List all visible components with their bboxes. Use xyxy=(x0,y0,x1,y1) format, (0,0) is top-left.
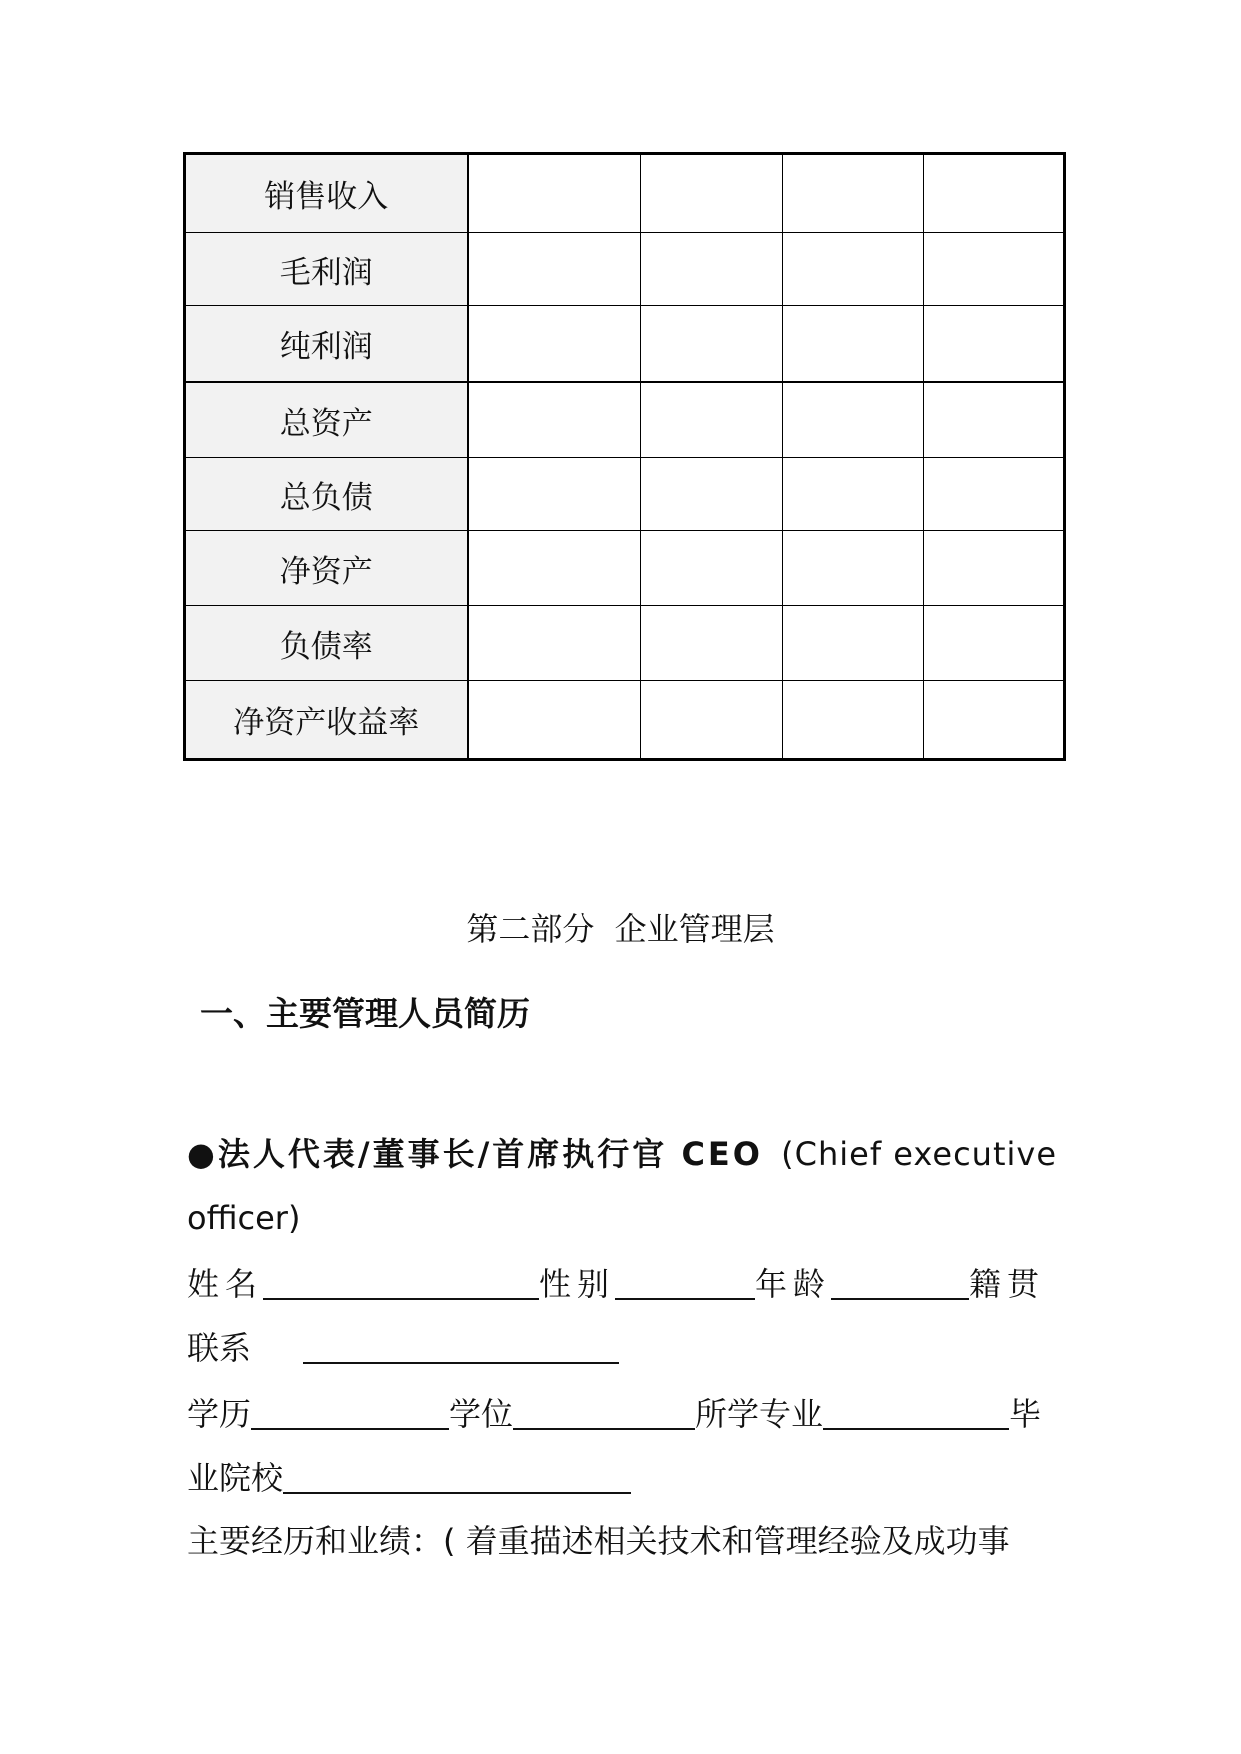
table-cell[interactable] xyxy=(641,233,783,306)
contact-line xyxy=(187,1329,619,1367)
table-cell[interactable] xyxy=(924,606,1065,681)
table-cell[interactable] xyxy=(468,306,641,383)
table-cell[interactable] xyxy=(641,154,783,233)
basic-info-line xyxy=(187,1265,1046,1303)
degree-label: 学位 xyxy=(449,1395,514,1433)
degree-field[interactable] xyxy=(513,1396,695,1430)
row-label: 总负债 xyxy=(185,458,468,531)
table-cell[interactable] xyxy=(924,531,1065,606)
origin-label: 籍贯 xyxy=(969,1265,1046,1303)
gender-field[interactable] xyxy=(615,1266,755,1300)
table-cell[interactable] xyxy=(641,681,783,760)
education-field[interactable] xyxy=(251,1396,449,1430)
table-cell[interactable] xyxy=(783,154,924,233)
table-row xyxy=(185,606,1065,681)
table-cell[interactable] xyxy=(468,531,641,606)
contact-label: 联系 xyxy=(187,1329,252,1367)
resume-heading: 一、主要管理人员简历 xyxy=(200,994,530,1033)
table-cell[interactable] xyxy=(924,306,1065,383)
table-cell[interactable] xyxy=(468,233,641,306)
ceo-title-continuation: officer) xyxy=(187,1199,301,1237)
table-cell[interactable] xyxy=(783,458,924,531)
table-cell[interactable] xyxy=(468,458,641,531)
table-cell[interactable] xyxy=(641,306,783,383)
table-cell[interactable] xyxy=(641,531,783,606)
row-label: 负债率 xyxy=(185,606,468,681)
age-label: 年龄 xyxy=(755,1265,832,1303)
row-label: 净资产 xyxy=(185,531,468,606)
education-line xyxy=(187,1395,1042,1433)
table-row xyxy=(185,458,1065,531)
ceo-title-bold: 法人代表/董事长/首席执行官 CEO xyxy=(217,1135,763,1173)
name-field[interactable] xyxy=(263,1266,539,1300)
major-field[interactable] xyxy=(823,1396,1009,1430)
ceo-title-english: (Chief executive xyxy=(781,1135,1057,1173)
school-field[interactable] xyxy=(283,1460,631,1494)
section-title: 第二部分 企业管理层 xyxy=(466,910,775,948)
table-cell[interactable] xyxy=(924,382,1065,458)
table-row xyxy=(185,531,1065,606)
table-cell[interactable] xyxy=(468,382,641,458)
education-label: 学历 xyxy=(187,1395,252,1433)
contact-field[interactable] xyxy=(303,1330,619,1364)
major-label: 所学专业 xyxy=(695,1395,824,1433)
table-cell[interactable] xyxy=(641,382,783,458)
gender-label: 性别 xyxy=(539,1265,616,1303)
table-cell[interactable] xyxy=(783,606,924,681)
table-cell[interactable] xyxy=(924,458,1065,531)
table-cell[interactable] xyxy=(783,306,924,383)
table-cell[interactable] xyxy=(468,154,641,233)
table-cell[interactable] xyxy=(468,681,641,760)
table-cell[interactable] xyxy=(924,233,1065,306)
row-label: 销售收入 xyxy=(185,154,468,233)
name-label: 姓名 xyxy=(187,1265,264,1303)
row-label: 纯利润 xyxy=(185,306,468,383)
row-label: 净资产收益率 xyxy=(185,681,468,760)
table-cell[interactable] xyxy=(783,382,924,458)
table-cell[interactable] xyxy=(783,233,924,306)
table-row xyxy=(185,681,1065,760)
table-cell[interactable] xyxy=(468,606,641,681)
ceo-title-line xyxy=(187,1135,1057,1173)
bullet-icon: ● xyxy=(187,1135,218,1173)
table-row xyxy=(185,306,1065,383)
table-cell[interactable] xyxy=(641,458,783,531)
ceo-title xyxy=(187,1135,763,1173)
row-label: 总资产 xyxy=(185,382,468,458)
table-cell[interactable] xyxy=(924,154,1065,233)
table-row xyxy=(185,382,1065,458)
table-cell[interactable] xyxy=(924,681,1065,760)
school-line xyxy=(187,1459,631,1497)
school-label-end: 业院校 xyxy=(187,1459,284,1497)
experience-label: 主要经历和业绩：( 着重描述相关技术和管理经验及成功事 xyxy=(187,1522,1010,1560)
table-row xyxy=(185,233,1065,306)
table-cell[interactable] xyxy=(641,606,783,681)
table-row xyxy=(185,154,1065,233)
row-label: 毛利润 xyxy=(185,233,468,306)
table-cell[interactable] xyxy=(783,531,924,606)
age-field[interactable] xyxy=(831,1266,969,1300)
table-cell[interactable] xyxy=(783,681,924,760)
financial-indicators-table xyxy=(183,152,1066,761)
school-label-start: 毕 xyxy=(1009,1395,1042,1433)
